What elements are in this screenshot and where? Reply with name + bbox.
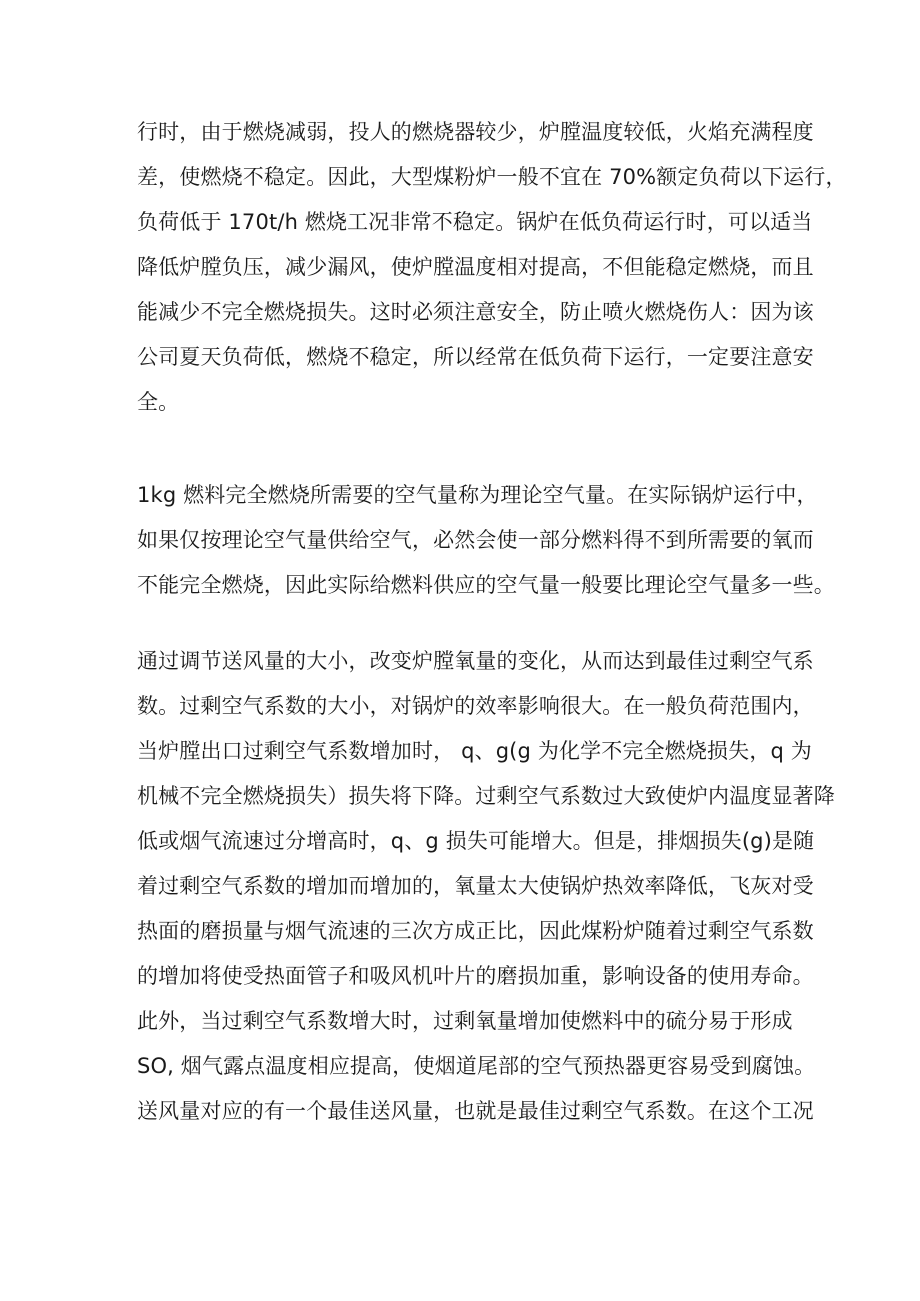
- text-line: 能减少不完全燃烧损失。这时必须注意安全，防止喷火燃烧伤人：因为该: [137, 300, 814, 324]
- text-line: 低或烟气流速过分增高时，q、g 损失可能增大。但是，排烟损失(g)是随: [137, 829, 815, 853]
- text-line: 全。: [137, 390, 180, 414]
- text-line: 1kg 燃料完全燃烧所需要的空气量称为理论空气量。在实际锅炉运行中，: [137, 483, 818, 507]
- text-line: 不能完全燃烧，因此实际给燃料供应的空气量一般要比理论空气量多一些。: [137, 573, 835, 597]
- text-line: 数。过剩空气系数的大小，对锅炉的效率影响很大。在一般负荷范围内，: [137, 694, 814, 718]
- text-line: SO, 烟气露点温度相应提高，使烟道尾部的空气预热器更容易受到腐蚀。: [137, 1054, 816, 1078]
- text-line: 如果仅按理论空气量供给空气，必然会使一部分燃料得不到所需要的氧而: [137, 528, 814, 552]
- text-line: 此外，当过剩空气系数增大时，过剩氧量增加使燃料中的硫分易于形成: [137, 1009, 793, 1033]
- text-line: 机械不完全燃烧损失）损失将下降。过剩空气系数过大致使炉内温度显著降: [137, 784, 835, 808]
- text-line: 热面的磨损量与烟气流速的三次方成正比，因此煤粉炉随着过剩空气系数: [137, 919, 814, 943]
- paragraph-theoretical-air: [137, 473, 835, 608]
- text-line: 通过调节送风量的大小，改变炉膛氧量的变化，从而达到最佳过剩空气系: [137, 649, 814, 673]
- text-line: 当炉膛出口过剩空气系数增加时， q、g(g 为化学不完全燃烧损失，q 为: [137, 739, 812, 763]
- text-line: 的增加将使受热面管子和吸风机叶片的磨损加重，影响设备的使用寿命。: [137, 964, 814, 988]
- text-line: 降低炉膛负压，减少漏风，使炉膛温度相对提高，不但能稳定燃烧，而且: [137, 255, 814, 279]
- text-line: 差，使燃烧不稳定。因此，大型煤粉炉一般不宜在 70%额定负荷以下运行，: [137, 165, 847, 189]
- paragraph-low-load-combustion: [137, 110, 847, 425]
- text-line: 着过剩空气系数的增加而增加的，氧量太大使锅炉热效率降低，飞灰对受: [137, 874, 814, 898]
- paragraph-excess-air-coefficient: [137, 639, 835, 1134]
- text-line: 负荷低于 170t/h 燃烧工况非常不稳定。锅炉在低负荷运行时，可以适当: [137, 210, 813, 234]
- text-line: 行时，由于燃烧减弱，投人的燃烧器较少，炉膛温度较低，火焰充满程度: [137, 120, 814, 144]
- text-line: 公司夏天负荷低，燃烧不稳定，所以经常在低负荷下运行，一定要注意安: [137, 345, 814, 369]
- text-line: 送风量对应的有一个最佳送风量，也就是最佳过剩空气系数。在这个工况: [137, 1099, 814, 1123]
